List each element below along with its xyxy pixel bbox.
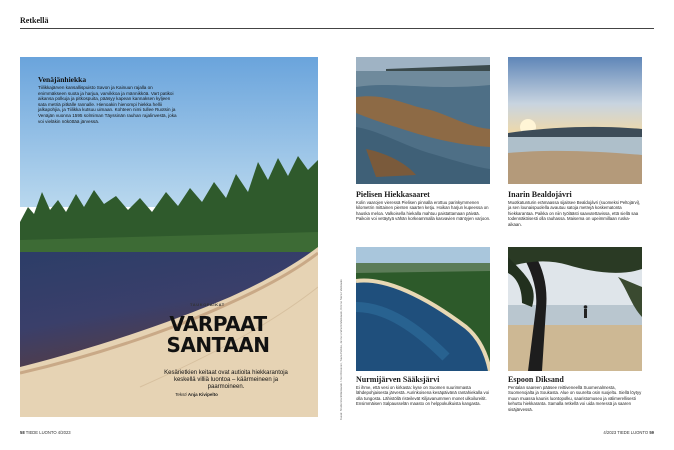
- saaksjarvi-image: [356, 247, 490, 371]
- photo-credit-text: Kuvat: Shutterstock/Vastavalo / Jani Rissanen, Tuula Peltola, Janne Lindholm/Vastavalo, Kimmo Saira / Vastavalo: [339, 279, 343, 420]
- footer-left-pub: TIEDE LUONTO 4/2023: [25, 430, 71, 435]
- article-pielinen-title: Pielisen Hiekkasaaret: [356, 190, 430, 199]
- inari-photo: [508, 57, 642, 184]
- photo-credit: [339, 240, 345, 420]
- diksand-image: [508, 247, 642, 371]
- hero-beach-photo: [20, 57, 318, 417]
- byline-name: Anja Kivipelto: [187, 392, 218, 397]
- article-diksand-text: Pentalan saareen pääsee reittiveneellä Suomenalmesta, Suomenojalta ja Soukasta. Alue on suurelta osin suojeltu. Siellä löytyy muun muassa kaunis luontopolku, saaristomuseo ja välimerellisesti kehuttu hiekkaranta. Samalla retkellä voi uida meressä ja saaren sisäjärvessä.: [508, 385, 642, 412]
- article-saaksjarvi-title: Nurmijärven Sääksjärvi: [356, 375, 440, 384]
- article-diksand: [508, 375, 643, 412]
- hero-kicker: TAUKOPAIKAT: [190, 302, 225, 307]
- hero-lede: Kesärietkien keitaat ovat autioita hiekkarantoja keskellä villiä luontoa – käärmeineen ja paarmoineen.: [164, 370, 288, 390]
- article-inari: [508, 190, 643, 227]
- footer-right-pub: 4/2023 TIEDE LUONTO: [603, 430, 649, 435]
- header-rule: [20, 28, 654, 29]
- footer-right-page: 59: [649, 430, 654, 435]
- hero-intro-title: Venäjänhiekka: [38, 75, 87, 84]
- hero-title-line2: SANTAAN: [166, 333, 270, 357]
- byline-label: Teksti: [175, 392, 187, 397]
- hero-intro-text: Tiilikkajärven kansallispuisto Savon ja Kainuun rajalla on enimmäkseen suota ja harjua, varvikkoa ja männikköä. Vart patikoi aikansa polkuja ja pitkospuita, pääsyy kapean kannaksen kyljeen sata metriä pitkälle rannalle. Hienoakin hienompi hiekka hellii jalkapohjia, ja Tiilikka kutsuu uimaan. Kohteen nimi tullee Ruotsin ja Venäjän vuonna 1595 solmiman Täyssinän rauhan rajalinvestä, joka voi vieläkin nököttää järvessä.: [38, 85, 177, 124]
- hero-intro: [38, 76, 178, 124]
- footer-right: [603, 430, 654, 435]
- section-title: Retkellä: [20, 16, 49, 25]
- article-saaksjarvi: [356, 375, 491, 407]
- article-saaksjarvi-text: Ei ihme, että vesi on kirkasta: kyse on Suomen suurimmasta lähdepohjaisesta järvestä. Aurinkoisena kesäpäivänä rantahiekalla voi olla tungosta. Lähistöllä risteilevät Kiljavanummen monet ulkoilureitit. Ensimmäisen Salpausselän maasto on helppokulkuista kangasta.: [356, 385, 490, 407]
- hero-title: [158, 314, 278, 356]
- article-inari-text: Muotkatunturin erämaassa sijaitsee Bealdojávri (suomeksi Peltojärvi), ja sen lounaispuolella avautuu satoja metrejä koskematonta hiekkarantaa. Paikka on niin työläästi saavutettavissa, että siellä saa todennäköisesti olla rauhassa. Maisema on upeimmillaan ruska-aikaan.: [508, 200, 641, 227]
- inari-image: [508, 57, 642, 184]
- footer-left: [20, 430, 71, 435]
- hero-title-line1: VARPAAT: [169, 312, 267, 336]
- diksand-photo: [508, 247, 642, 371]
- hero-forest: [20, 152, 318, 262]
- article-inari-title: Inarin Bealdojávri: [508, 190, 572, 199]
- saaksjarvi-photo: [356, 247, 490, 371]
- footer-left-page: 58: [20, 430, 25, 435]
- hero-byline: [175, 392, 218, 397]
- pielinen-photo: [356, 57, 490, 184]
- pielinen-image: [356, 57, 490, 184]
- article-pielinen: [356, 190, 491, 222]
- article-pielinen-text: Kolin vaarojen vieressä Pielisen pinnalla erottuu parinkymmenen kilometrin mittainen pienten saarten ketju. Hoikan harjun kupeessa on hauska meloa. Valkoisella hiekalla mahtuu paistattamaan päivää. Paikoin voi vetäytyä vähän korkeammalla kasvavien mäntyjen varjoon.: [356, 200, 491, 222]
- article-diksand-title: Espoon Diksand: [508, 375, 564, 384]
